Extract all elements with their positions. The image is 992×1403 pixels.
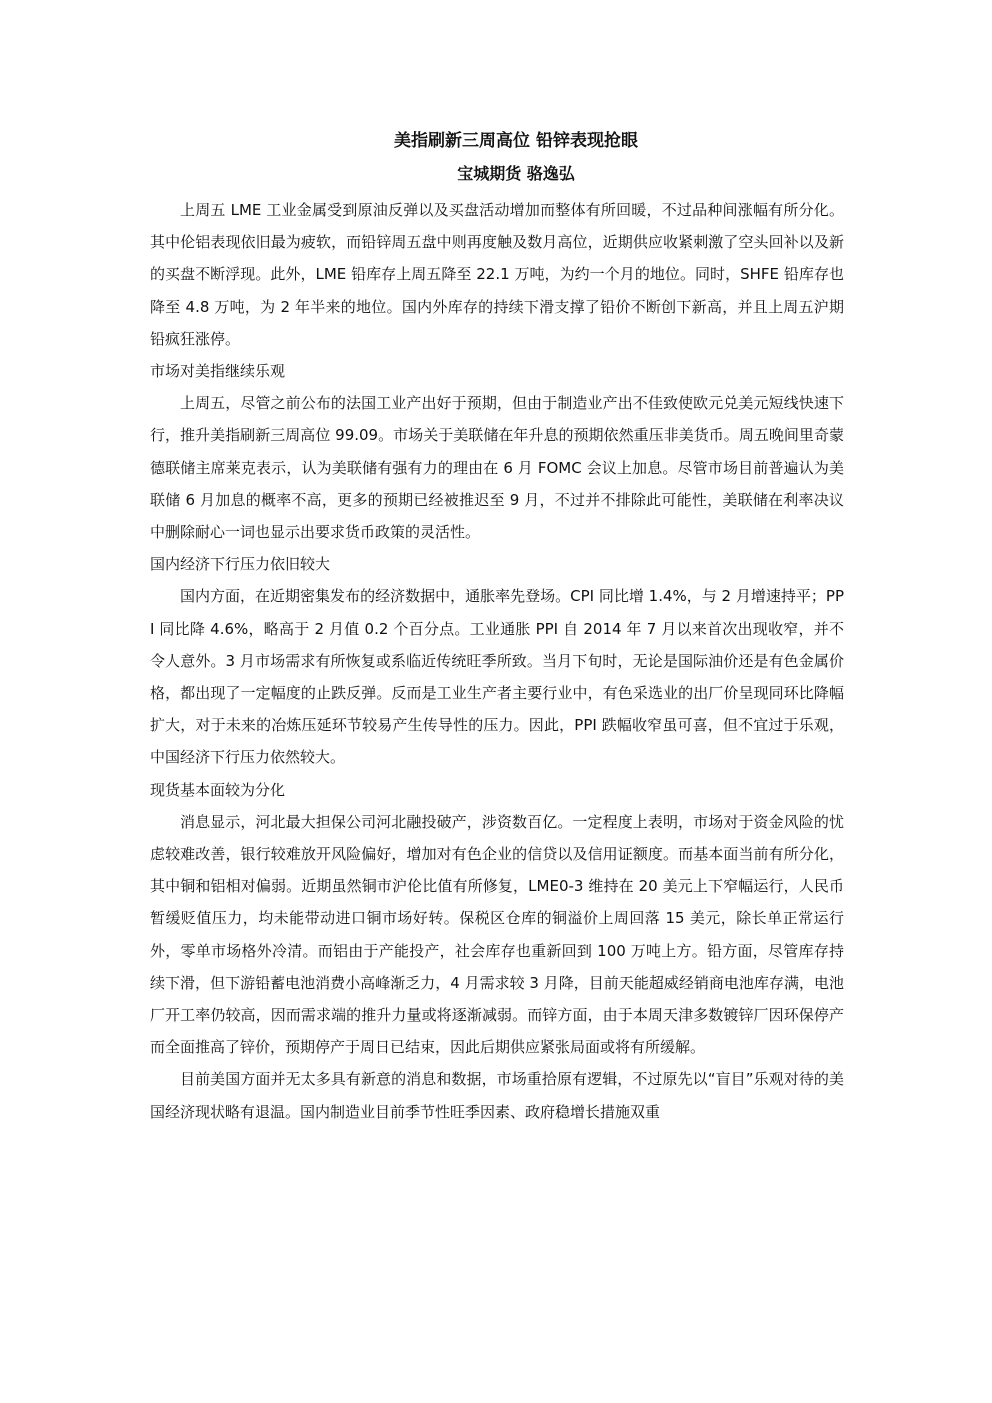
document-title: 美指刷新三周高位 铅锌表现抢眼 (394, 131, 638, 151)
paragraph-spot-fundamentals: 消息显示，河北最大担保公司河北融投破产，涉资数百亿。一定程度上表明，市场对于资金风险的忧虑较难改善，银行较难放开风险偏好，增加对有色企业的信贷以及信用证额度。而基本面当前有所分化，其中铜和铝相对偏弱。近期虽然铜市沪伦比值有所修复，LME0-3 维持在 20 美元上下窄幅运行，人民币暂缓贬值压力，均未能带动进口铜市场好转。保税区仓库的铜溢价上周回落 15 美元，除长单正常运行外，零单市场格外冷清。而铝由于产能投产，社会库存也重新回到 100 万吨上方。铅方面，尽管库存持续下滑，但下游铅蓄电池消费小高峰渐乏力，4 月需求较 3 月降，目前天能超威经销商电池库存满，电池厂开工率仍较高，因而需求端的推升力量或将逐渐减弱。而锌方面，由于本周天津多数镀锌厂因环保停产而全面推高了锌价，预期停产于周日已结束，因此后期供应紧张局面或将有所缓解。 (150, 812, 844, 1057)
paragraph-lme-overview: 上周五 LME 工业金属受到原油反弹以及买盘活动增加而整体有所回暖，不过品种间涨幅有所分化。其中伦铝表现依旧最为疲软，而铅锌周五盘中则再度触及数月高位，近期供应收紧刺激了空头回补以及新的买盘不断浮现。此外，LME 铅库存上周五降至 22.1 万吨，为约一个月的地位。同时，SHFE 铅库存也降至 4.8 万吨，为 2 年半来的地位。国内外库存的持续下滑支撑了铅价不断创下新高，并且上周五沪期铅疯狂涨停。 (150, 201, 844, 348)
paragraph-usd-index: 上周五，尽管之前公布的法国工业产出好于预期，但由于制造业产出不佳致使欧元兑美元短线快速下行，推升美指刷新三周高位 99.09。市场关于美联储在年升息的预期依然重压非美货币。周五晚间里奇蒙德联储主席莱克表示，认为美联储有强有力的理由在 6 月 FOMC 会议上加息。尽管市场目前普遍认为美联储 6 月加息的概率不高，更多的预期已经被推迟至 9 月，不过并不排除此可能性，美联储在利率决议中删除耐心一词也显示出要求货币政策的灵活性。 (150, 394, 844, 542)
section-heading-spot-fundamentals: 现货基本面较为分化 (150, 780, 286, 799)
document-body (150, 194, 844, 1128)
paragraph-domestic-economy: 国内方面，在近期密集发布的经济数据中，通胀率先登场。CPI 同比增 1.4%，与 2 月增速持平；PPI 同比降 4.6%，略高于 2 月值 0.2 个百分点。工业通胀 PPI 自 2014 年 7 月以来首次出现收窄，并不令人意外。3 月市场需求有所恢复或系临近传统旺季所致。当月下旬时，无论是国际油价还是有色金属价格，都出现了一定幅度的止跌反弹。反而是工业生产者主要行业中，有色采选业的出厂价呈现同环比降幅扩大，对于未来的冶炼压延环节较易产生传导性的压力。因此，PPI 跌幅收窄虽可喜，但不宜过于乐观，中国经济下行压力依然较大。 (150, 587, 844, 767)
section-heading-usd: 市场对美指继续乐观 (150, 362, 286, 381)
document-byline: 宝城期货 骆逸弘 (457, 164, 575, 183)
section-heading-domestic-economy: 国内经济下行压力依旧较大 (150, 555, 331, 574)
paragraph-outlook: 目前美国方面并无太多具有新意的消息和数据，市场重拾原有逻辑，不过原先以“盲目”乐观对待的美国经济现状略有退温。国内制造业目前季节性旺季因素、政府稳增长措施双重 (150, 1070, 844, 1121)
